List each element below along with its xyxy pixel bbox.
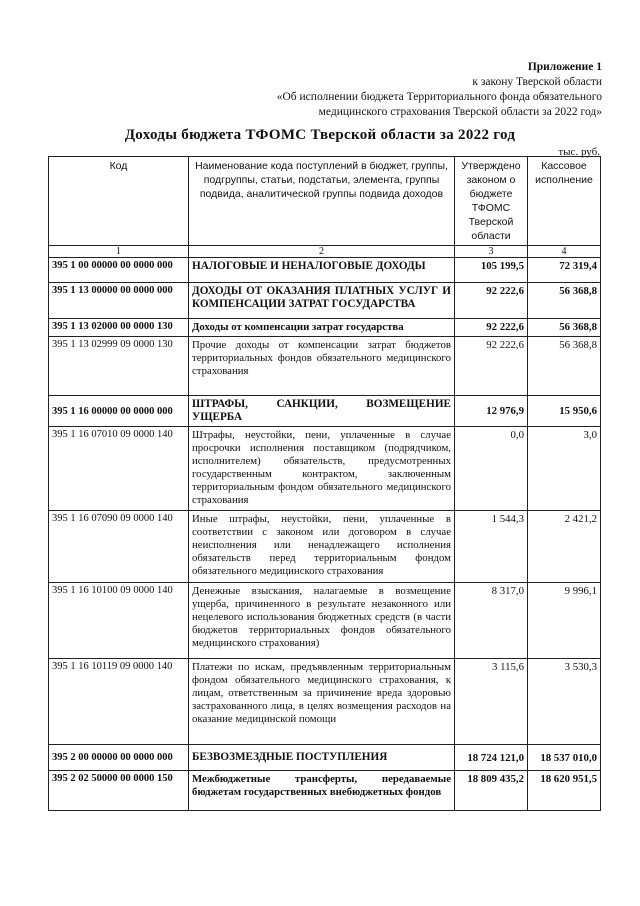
row-executed: 3,0	[528, 427, 601, 511]
table-row	[49, 583, 601, 659]
table-row	[49, 319, 601, 337]
row-code: 395 1 16 07010 09 0000 140	[49, 427, 189, 511]
table-row	[49, 337, 601, 396]
row-name: НАЛОГОВЫЕ И НЕНАЛОГОВЫЕ ДОХОДЫ	[189, 258, 455, 283]
row-executed: 3 530,3	[528, 659, 601, 745]
column-header-approved: Утверждено законом о бюджете ТФОМС Тверской области	[455, 157, 528, 246]
row-approved: 0,0	[455, 427, 528, 511]
row-name: Доходы от компенсации затрат государства	[189, 319, 455, 337]
row-executed: 56 368,8	[528, 337, 601, 396]
row-executed: 18 620 951,5	[528, 771, 601, 811]
page-title: Доходы бюджета ТФОМС Тверской области за 2022 год	[124, 127, 516, 143]
row-approved: 92 222,6	[455, 319, 528, 337]
table-row	[49, 283, 601, 319]
row-name: Иные штрафы, неустойки, пени, уплаченные в соответствии с законом или договором в случае неисполнения или ненадлежащего исполнения обязательств перед территориальным фондом обязательного медицинского страхования	[189, 511, 455, 583]
document-header	[277, 60, 602, 120]
row-name: ШТРАФЫ, САНКЦИИ, ВОЗМЕЩЕНИЕ УЩЕРБА	[189, 396, 455, 427]
column-header-code: Код	[49, 157, 189, 246]
row-code: 395 2 02 50000 00 0000 150	[49, 771, 189, 811]
row-approved: 8 317,0	[455, 583, 528, 659]
row-approved: 105 199,5	[455, 258, 528, 283]
row-executed: 56 368,8	[528, 319, 601, 337]
row-executed: 72 319,4	[528, 258, 601, 283]
row-code: 395 1 13 00000 00 0000 000	[49, 283, 189, 319]
table-row	[49, 745, 601, 771]
table-row	[49, 258, 601, 283]
row-approved: 18 809 435,2	[455, 771, 528, 811]
column-number: 2	[189, 246, 455, 258]
row-approved: 3 115,6	[455, 659, 528, 745]
table-row	[49, 659, 601, 745]
column-number: 1	[49, 246, 189, 258]
row-approved: 92 222,6	[455, 283, 528, 319]
row-name: Штрафы, неустойки, пени, уплаченные в случае просрочки исполнения поставщиком (подрядчиком, исполнителем) обязательств, предусмотренных государственным контрактом, заключенным территориальным фондом обязательного медицинского страхования	[189, 427, 455, 511]
row-name: ДОХОДЫ ОТ ОКАЗАНИЯ ПЛАТНЫХ УСЛУГ И КОМПЕНСАЦИИ ЗАТРАТ ГОСУДАРСТВА	[189, 283, 455, 319]
row-executed: 15 950,6	[528, 396, 601, 427]
row-code: 395 1 00 00000 00 0000 000	[49, 258, 189, 283]
row-code: 395 1 16 00000 00 0000 000	[49, 396, 189, 427]
column-header-name: Наименование кода поступлений в бюджет, группы, подгруппы, статьи, подстатьи, элемента, группы подвида, аналитической группы подвида доходов	[189, 157, 455, 246]
row-name: Межбюджетные трансферты, передаваемые бюджетам государственных внебюджетных фондов	[189, 771, 455, 811]
row-code: 395 1 16 10119 09 0000 140	[49, 659, 189, 745]
annex-label: Приложение 1	[527, 61, 602, 73]
row-executed: 18 537 010,0	[528, 745, 601, 771]
row-name: Прочие доходы от компенсации затрат бюджетов территориальных фондов обязательного медицинского страхования	[189, 337, 455, 396]
row-approved: 12 976,9	[455, 396, 528, 427]
row-executed: 9 996,1	[528, 583, 601, 659]
row-name: Платежи по искам, предъявленным территориальным фондом обязательного медицинского страхования, к лицам, ответственным за причинение вреда здоровью застрахованного лица, в целях возмещения расходов на оказание медицинской помощи	[189, 659, 455, 745]
column-number: 4	[528, 246, 601, 258]
row-executed: 2 421,2	[528, 511, 601, 583]
row-code: 395 1 13 02000 00 0000 130	[49, 319, 189, 337]
row-code: 395 1 16 10100 09 0000 140	[49, 583, 189, 659]
units-label: тыс. руб.	[558, 146, 600, 158]
row-code: 395 2 00 00000 00 0000 000	[49, 745, 189, 771]
row-executed: 56 368,8	[528, 283, 601, 319]
header-law-title-line2: медицинского страхования Тверской области за 2022 год»	[318, 106, 602, 118]
header-law-title-line1: «Об исполнении бюджета Территориального фонда обязательного	[276, 91, 602, 103]
table-row	[49, 427, 601, 511]
column-number: 3	[455, 246, 528, 258]
row-approved: 1 544,3	[455, 511, 528, 583]
header-law-line: к закону Тверской области	[472, 76, 602, 88]
row-code: 395 1 16 07090 09 0000 140	[49, 511, 189, 583]
row-name: Денежные взыскания, налагаемые в возмещение ущерба, причиненного в результате незаконного или нецелевого использования бюджетных средств (в части бюджетов территориальных фондов обязательного медицинского страхования)	[189, 583, 455, 659]
table-row	[49, 511, 601, 583]
column-header-executed: Кассовое исполнение	[528, 157, 601, 246]
row-code: 395 1 13 02999 09 0000 130	[49, 337, 189, 396]
row-name: БЕЗВОЗМЕЗДНЫЕ ПОСТУПЛЕНИЯ	[189, 745, 455, 771]
row-approved: 92 222,6	[455, 337, 528, 396]
table-row	[49, 771, 601, 811]
row-approved: 18 724 121,0	[455, 745, 528, 771]
table-row	[49, 396, 601, 427]
revenue-table	[48, 156, 601, 811]
